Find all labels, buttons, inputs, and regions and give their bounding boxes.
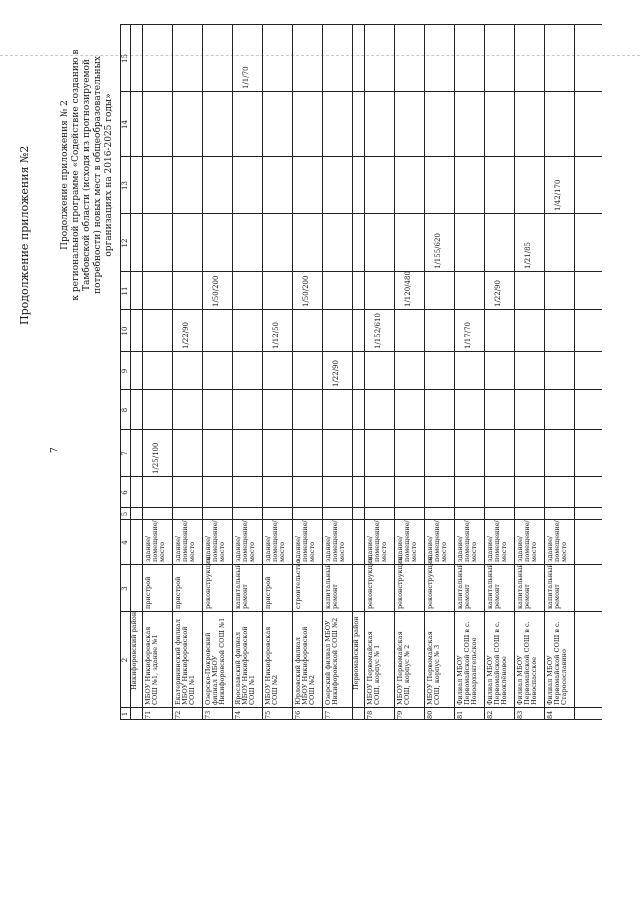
school-name: Екатерининский филиал МБОУ Никифоровской СОШ №1: [174, 619, 197, 705]
table-row-line: [484, 25, 485, 720]
places-value: 1/22/90: [332, 360, 340, 387]
work-type: капитальный ремонт: [324, 563, 340, 609]
column-number: 1: [121, 711, 129, 717]
places-value: 1/42/170: [554, 179, 562, 211]
column-number: 14: [121, 120, 129, 129]
unit-label: здание/ помещение/ место: [144, 520, 167, 562]
school-name: МБОУ Первомайская СОШ, корпус № 2: [396, 631, 412, 705]
table-column-line: [120, 271, 602, 272]
row-number: 79: [396, 710, 404, 719]
appendix-header: [60, 5, 115, 345]
table-row-line: [394, 25, 395, 720]
row-number: 80: [426, 710, 434, 719]
work-type: пристрой: [144, 576, 152, 609]
work-type: строительство: [294, 559, 302, 609]
header-line: к региональной программе «Содействие созданию в: [71, 49, 81, 301]
places-value: 1/152/610: [374, 313, 382, 349]
unit-label: здание/ помещение/ место: [396, 520, 419, 562]
places-value: 1/50/200: [302, 275, 310, 307]
table-row-line: [364, 25, 365, 720]
work-type: капитальный ремонт: [234, 563, 250, 609]
table-column-line: [120, 719, 602, 720]
district-section: Никифоровский район: [130, 611, 138, 690]
table-row-line: [454, 25, 455, 720]
table-column-line: [120, 429, 602, 430]
work-type: капитальный ремонт: [486, 563, 502, 609]
column-number: 3: [121, 586, 129, 591]
table-column-line: [120, 91, 602, 92]
places-value: 1/17/70: [464, 322, 472, 349]
school-name: Юрловский филиал МБОУ Никифоровской СОШ №2: [294, 626, 317, 705]
continuation-title: Продолжение приложения №2: [18, 145, 31, 325]
row-number: 75: [264, 710, 272, 719]
unit-label: здание/ помещение/ место: [426, 520, 449, 562]
table-column-line: [120, 507, 602, 508]
places-value: 1/120/480: [404, 271, 412, 307]
places-table: [120, 25, 602, 720]
unit-label: здание/ помещение/ место: [174, 520, 197, 562]
unit-label: здание/ помещение/ место: [234, 520, 257, 562]
table-row-line: [544, 25, 545, 720]
places-value: 1/22/90: [182, 322, 190, 349]
school-name: Ярославский филиал МБОУ Никифоровской СОШ №1: [234, 626, 257, 705]
table-column-line: [120, 389, 602, 390]
row-number: 76: [294, 710, 302, 719]
unit-label: здание/ помещение/ место: [516, 520, 539, 562]
table-row-line: [142, 25, 143, 720]
places-value: 1/155/620: [434, 233, 442, 269]
unit-label: здание/ помещение/ место: [366, 520, 389, 562]
column-number: 12: [121, 238, 129, 248]
places-value: 1/21/85: [524, 242, 532, 269]
school-name: МБОУ Никифоровская СОШ №1, здание №1: [144, 626, 160, 705]
column-number: 5: [121, 511, 129, 517]
places-value: 1/50/200: [212, 275, 220, 307]
column-number: 2: [121, 657, 129, 663]
column-number: 4: [121, 540, 129, 545]
table-row-line: [292, 25, 293, 720]
work-type: пристрой: [174, 576, 182, 609]
row-number: 71: [144, 710, 152, 719]
column-number: 6: [121, 490, 129, 495]
unit-label: здание/ помещение/ место: [264, 520, 287, 562]
places-value: 1/22/90: [494, 280, 502, 307]
unit-label: здание/ помещение/ место: [294, 520, 317, 562]
district-section: Первомайский район: [352, 616, 360, 690]
places-value: 1/1/70: [242, 66, 250, 89]
row-number: 74: [234, 710, 242, 719]
row-number: 81: [456, 710, 464, 719]
table-column-line: [120, 309, 602, 310]
school-name: Озерский филиал МБОУ Никифоровской СОШ №2: [324, 617, 340, 705]
column-number: 15: [121, 54, 129, 63]
school-name: МБОУ Никифоровская СОШ №2: [264, 626, 280, 705]
table-row-line: [172, 25, 173, 720]
table-column-line: [120, 476, 602, 477]
table-row-line: [202, 25, 203, 720]
school-name: Озерско-Покровский филиал МБОУ Никифоровской СОШ №1: [204, 617, 227, 705]
table-row-line: [322, 25, 323, 720]
table-column-line: [120, 611, 602, 612]
unit-label: здание/ помещение/ место: [456, 520, 479, 562]
table-row-line: [424, 25, 425, 720]
unit-label: здание/ помещение/ место: [546, 520, 569, 562]
column-number: 7: [121, 451, 129, 456]
table-column-line: [120, 707, 602, 708]
header-line: Тамбовской области (исходя из прогнозируемой: [82, 59, 92, 291]
table-row-line: [574, 25, 575, 720]
table-column-line: [120, 156, 602, 157]
header-line: Продолжение приложения № 2: [60, 100, 70, 250]
column-number: 10: [121, 326, 129, 336]
row-number: 77: [324, 710, 332, 719]
row-number: 78: [366, 710, 374, 719]
school-name: Филиал МБОУ Первомайской СОШ в с. Новоклёновое: [486, 621, 509, 705]
work-type: реконструкция: [396, 556, 404, 609]
school-name: Филиал МБОУ Первомайской СОШ в с. Новоархангельское: [456, 621, 479, 705]
table-column-line: [120, 564, 602, 565]
work-type: капитальный ремонт: [456, 563, 472, 609]
school-name: Филиал МБОУ Первомайской СОШ в с. Старосеславино: [546, 621, 569, 705]
row-number: 72: [174, 710, 182, 719]
work-type: капитальный ремонт: [516, 563, 532, 609]
header-line: организациях на 2016-2025 годы»: [104, 93, 114, 257]
column-number: 9: [121, 368, 129, 374]
column-number: 11: [121, 286, 129, 296]
unit-label: здание/ помещение/ место: [486, 520, 509, 562]
places-value: 1/25/100: [152, 442, 160, 474]
work-type: реконструкция: [204, 556, 212, 609]
table-row-line: [232, 25, 233, 720]
column-number: 8: [121, 407, 129, 413]
column-number: 13: [121, 181, 129, 190]
table-row-line: [262, 25, 263, 720]
school-name: МБОУ Первомайская СОШ, корпус № 1: [366, 631, 382, 705]
row-number: 82: [486, 710, 494, 719]
table-row-line: [514, 25, 515, 720]
table-column-line: [120, 213, 602, 214]
places-value: 1/12/50: [272, 322, 280, 349]
unit-label: здание/ помещение/ место: [204, 520, 227, 562]
work-type: пристрой: [264, 576, 272, 609]
school-name: Филиал МБОУ Первомайской СОШ в с. Новоспасское: [516, 621, 539, 705]
page-number: 7: [50, 447, 60, 453]
unit-label: здание/ помещение/ место: [324, 520, 347, 562]
table-column-line: [120, 24, 602, 25]
work-type: реконструкция: [366, 556, 374, 609]
school-name: МБОУ Первомайская СОШ, корпус № 3: [426, 631, 442, 705]
row-number: 84: [546, 710, 554, 719]
row-number: 83: [516, 710, 524, 719]
header-line: потребности) новых мест в общеобразовательных: [93, 56, 103, 294]
work-type: капитальный ремонт: [546, 563, 562, 609]
row-number: 73: [204, 710, 212, 719]
work-type: реконструкция: [426, 556, 434, 609]
table-column-line: [120, 351, 602, 352]
